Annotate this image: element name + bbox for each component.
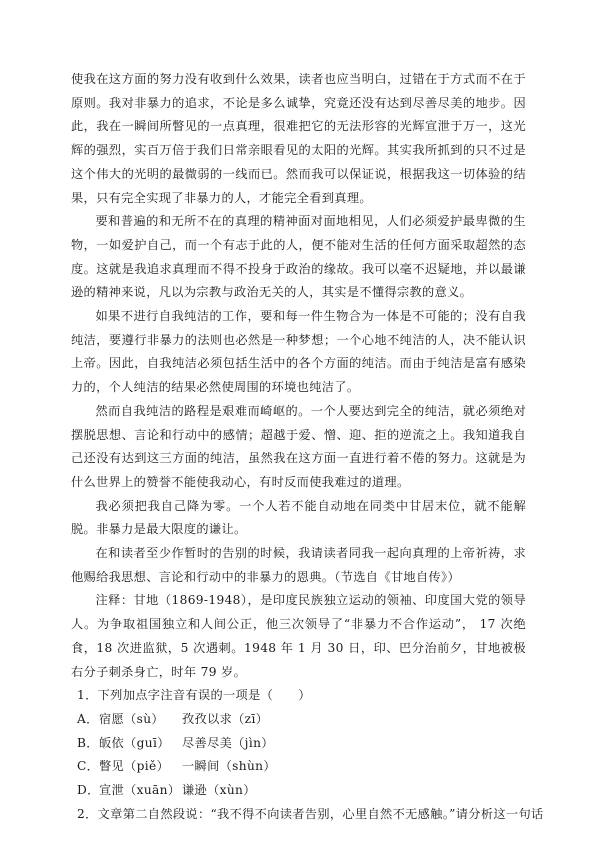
question-2: 2．文章第二自然段说：“我不得不向读者告别，心里自然不无感触。”请分析这一句话 [77, 806, 544, 821]
option-d [71, 779, 526, 803]
option-item: 尽善尽美（jìn） [182, 735, 274, 750]
option-item: 宣泄（xuān） [99, 783, 181, 798]
option-letter: D． [77, 783, 100, 798]
option-letter: C． [77, 759, 100, 774]
paragraph-3: 如果不进行自我纯洁的工作，要和每一件生物合为一体是不可能的；没有自我纯洁，要遵行非暴力的法则也必然是一种梦想；一个心地不纯洁的人，决不能认识上帝。因此，自我纯洁必须包括生活中的各个方面的纯洁。而由于纯洁是富有感染力的，个人纯洁的结果必然使周围的环境也纯洁了。 [71, 309, 526, 395]
question-1: 1．下列加点字注音有误的一项是（ ） [77, 688, 311, 703]
paragraph-2: 要和普遍的和无所不在的真理的精神面对面地相见，人们必须爱护最卑微的生物，一如爱护自己，而一个有志于此的人，便不能对生活的任何方面采取超然的态度。这就是我追求真理而不得不投身于政治的缘故。我可以毫不迟疑地，并以最谦逊的精神来说，凡以为宗教与政治无关的人，其实是不懂得宗教的意义。 [71, 214, 526, 300]
paragraph-1: 使我在这方面的努力没有收到什么效果，读者也应当明白，过错在于方式而不在于原则。我对非暴力的追求，不论是多么诚挚，究竟还没有达到尽善尽美的地步。因此，我在一瞬间所瞥见的一点真理，很难把它的无法形容的光辉宣泄于万一，这光辉的强烈，实百万倍于我们日常亲眼看见的太阳的光辉。其实我所抓到的只不过是这个伟大的光明的最微弱的一线而已。然而我可以保证说，根据我这一切体验的结果，只有完全实现了非暴力的人，才能完全看到真理。 [71, 72, 526, 205]
option-item: 皈依（guī） [99, 735, 170, 750]
option-item: 一瞬间（shùn） [182, 759, 276, 774]
annotation-note: 注释：甘地（1869-1948），是印度民族独立运动的领袖、印度国大党的领导人。为争取祖国独立和人间公正，他三次领导了“非暴力不合作运动”， 17 次绝食，18 次进监狱，5 次遇刺。1948 年 1 月 30 日，印、巴分治前夕，甘地被极右分子刺杀身亡，时年 79 岁。 [71, 593, 526, 679]
paragraph-5: 我必须把我自己降为零。一个人若不能自动地在同类中甘居末位，就不能解脱。非暴力是最大限度的谦让。 [71, 498, 526, 537]
option-letter: A． [77, 711, 99, 726]
option-letter: B． [77, 735, 99, 750]
option-item: 孜孜以求（zī） [182, 711, 269, 726]
paragraph-4: 然而自我纯洁的路程是艰难而崎岖的。一个人要达到完全的纯洁，就必须绝对摆脱思想、言论和行动中的感情；超越于爱、憎、迎、拒的逆流之上。我知道我自己还没有达到这三方面的纯洁，虽然我在这方面一直进行着不倦的努力。这就是为什么世界上的赞誉不能使我动心，有时反而使我难过的道理。 [71, 403, 526, 489]
option-item: 谦逊（xùn） [182, 783, 256, 798]
option-b [71, 732, 526, 756]
option-a [71, 708, 526, 732]
option-c [71, 755, 526, 779]
document-body [71, 68, 544, 827]
option-item: 宿愿（sù） [99, 711, 164, 726]
option-item: 瞥见（piě） [99, 759, 170, 774]
paragraph-6: 在和读者至少作暂时的告别的时候，我请读者同我一起向真理的上帝祈祷，求他赐给我思想、言论和行动中的非暴力的恩典。（节选自《甘地自传》） [71, 546, 526, 584]
